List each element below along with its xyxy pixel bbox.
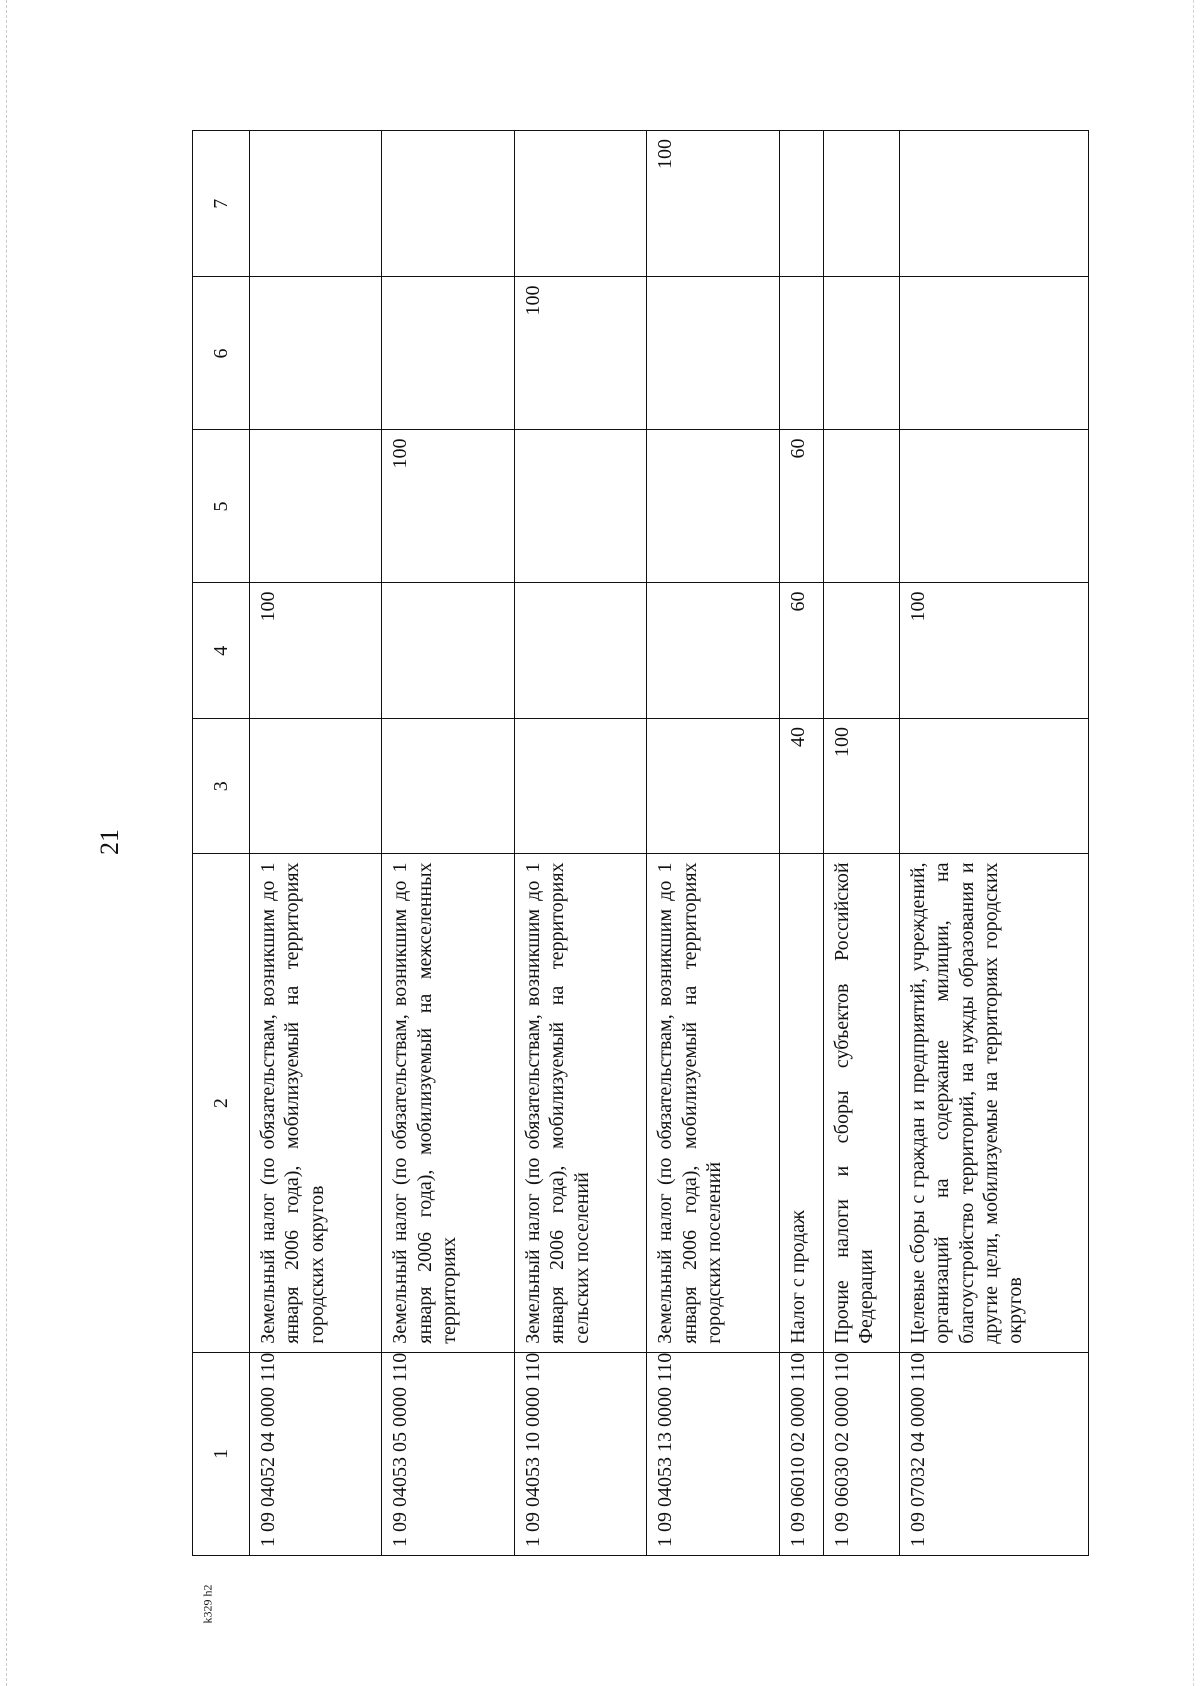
row-value-col-3 — [899, 718, 1088, 854]
row-code: 1 09 06030 02 0000 110 — [824, 1352, 900, 1555]
row-value-col-6 — [824, 277, 900, 430]
row-value-col-7 — [382, 131, 514, 277]
row-value-col-5 — [824, 430, 900, 583]
row-value-col-5 — [250, 430, 382, 583]
row-value-col-3 — [382, 718, 514, 854]
row-value-col-7 — [250, 131, 382, 277]
header-col-6: 6 — [193, 277, 250, 430]
header-col-1: 1 — [193, 1352, 250, 1555]
row-value-col-7 — [899, 131, 1088, 277]
row-value-col-4 — [514, 583, 646, 719]
row-value-col-7: 100 — [647, 131, 779, 277]
row-value-col-6 — [899, 277, 1088, 430]
row-value-col-7 — [779, 131, 823, 277]
row-value-col-3 — [250, 718, 382, 854]
row-value-col-5: 60 — [779, 430, 823, 583]
row-name: Налог с продаж — [779, 854, 823, 1352]
row-value-col-4 — [647, 583, 779, 719]
row-value-col-5: 100 — [382, 430, 514, 583]
row-code: 1 09 04053 13 0000 110 — [647, 1352, 779, 1555]
row-code: 1 09 04053 10 0000 110 — [514, 1352, 646, 1555]
row-value-col-4: 100 — [250, 583, 382, 719]
row-value-col-4 — [382, 583, 514, 719]
table-row — [514, 131, 646, 1556]
row-code: 1 09 04052 04 0000 110 — [250, 1352, 382, 1555]
table-row — [250, 131, 382, 1556]
row-value-col-6 — [779, 277, 823, 430]
table-header-row — [193, 131, 250, 1556]
row-value-col-5 — [899, 430, 1088, 583]
row-value-col-4: 60 — [779, 583, 823, 719]
page-number: 21 — [95, 829, 124, 855]
table-row — [824, 131, 900, 1556]
table-row — [647, 131, 779, 1556]
row-value-col-6: 100 — [514, 277, 646, 430]
row-value-col-3: 40 — [779, 718, 823, 854]
row-name: Земельный налог (по обязательствам, возникшим до 1 января 2006 года), мобилизуемый на территориях сельских поселений — [514, 854, 646, 1352]
header-col-4: 4 — [193, 583, 250, 719]
document-code: k329 h2 — [200, 1584, 215, 1624]
row-code: 1 09 06010 02 0000 110 — [779, 1352, 823, 1555]
row-name: Земельный налог (по обязательствам, возникшим до 1 января 2006 года), мобилизуемый на территориях городских округов — [250, 854, 382, 1352]
budget-table — [192, 130, 1089, 1556]
row-code: 1 09 07032 04 0000 110 — [899, 1352, 1088, 1555]
table-row — [899, 131, 1088, 1556]
header-col-5: 5 — [193, 430, 250, 583]
row-value-col-6 — [250, 277, 382, 430]
row-code: 1 09 04053 05 0000 110 — [382, 1352, 514, 1555]
row-value-col-3 — [514, 718, 646, 854]
scan-edge-left — [6, 0, 7, 1686]
table-row — [382, 131, 514, 1556]
header-col-3: 3 — [193, 718, 250, 854]
scan-edge-right — [1193, 0, 1194, 1686]
row-value-col-3: 100 — [824, 718, 900, 854]
row-name: Земельный налог (по обязательствам, возникшим до 1 января 2006 года), мобилизуемый на межселенных территориях — [382, 854, 514, 1352]
header-col-7: 7 — [193, 131, 250, 277]
row-value-col-3 — [647, 718, 779, 854]
row-name: Земельный налог (по обязательствам, возникшим до 1 января 2006 года), мобилизуемый на территориях городских поселений — [647, 854, 779, 1352]
row-value-col-7 — [514, 131, 646, 277]
rotated-table-container — [192, 130, 1089, 1556]
row-value-col-4: 100 — [899, 583, 1088, 719]
row-name: Целевые сборы с граждан и предприятий, учреждений, организаций на содержание милиции, на благоустройство территорий, на нужды образования и другие цели, мобилизуемые на территориях городских округов — [899, 854, 1088, 1352]
row-value-col-5 — [514, 430, 646, 583]
row-value-col-6 — [647, 277, 779, 430]
row-value-col-7 — [824, 131, 900, 277]
row-value-col-5 — [647, 430, 779, 583]
row-value-col-6 — [382, 277, 514, 430]
row-value-col-4 — [824, 583, 900, 719]
table-row — [779, 131, 823, 1556]
row-name: Прочие налоги и сборы субъектов Российской Федерации — [824, 854, 900, 1352]
header-col-2: 2 — [193, 854, 250, 1352]
